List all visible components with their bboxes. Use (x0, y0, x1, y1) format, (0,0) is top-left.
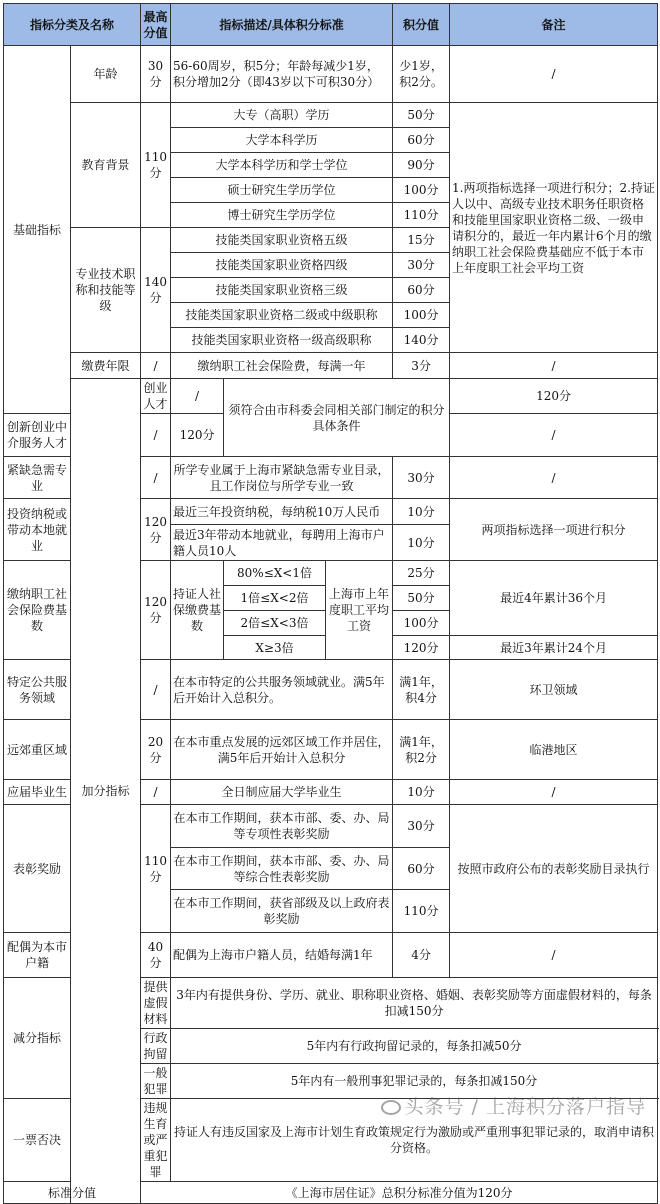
table-row (4, 353, 658, 379)
item-desc: 在本市特定的公共服务领域就业。满5年后开始计入总积分。 (171, 660, 393, 720)
item-name: 特定公共服务领域 (4, 660, 71, 720)
item-desc: 56-60周岁，积5分；年龄每减少1岁，积分增加2分（即43岁以下可积30分） (171, 46, 393, 103)
item-name: 紧缺急需专业 (4, 457, 71, 499)
insure-range: X≥3倍 (224, 636, 326, 660)
item-score: 100分 (393, 178, 450, 203)
item-score: 30分 (393, 457, 450, 499)
item-score: 满1年，积4分 (393, 660, 450, 720)
item-desc: 在本市工作期间，获本市部、委、办、局等综合性表彰奖励 (171, 848, 393, 890)
item-score: 50分 (393, 103, 450, 128)
item-name: 教育背景 (71, 103, 141, 228)
item-note: 临港地区 (450, 720, 658, 780)
item-desc: 大学本科学历和学士学位 (171, 153, 393, 178)
item-name: 创新创业中介服务人才 (4, 414, 71, 457)
item-score: 50分 (393, 586, 450, 611)
item-max: / (141, 780, 171, 805)
item-desc: 技能类国家职业资格一级高级职称 (171, 328, 393, 353)
item-score: 10分 (393, 525, 450, 561)
item-score: 90分 (393, 153, 450, 178)
table-row (4, 46, 658, 103)
item-desc: 5年内有一般刑事犯罪记录的，每条扣减150分 (171, 1064, 658, 1099)
item-max: / (141, 660, 171, 720)
table-row (4, 103, 658, 128)
header-description: 指标描述/具体积分标准 (171, 4, 393, 46)
insure-range: 1倍≤X<2倍 (224, 586, 326, 611)
item-max: 110分 (141, 805, 171, 933)
item-score: 110分 (393, 203, 450, 228)
item-score: 120分 (393, 636, 450, 660)
header-category: 指标分类及名称 (4, 4, 141, 46)
insure-range: 2倍≤X<3倍 (224, 611, 326, 636)
item-max: / (141, 414, 171, 457)
item-desc: 大学本科学历 (171, 128, 393, 153)
insure-range: 80%≤X<1倍 (224, 561, 326, 586)
item-desc: 最近3年带动本地就业，每聘用上海市户籍人员10人 (171, 525, 393, 561)
item-name: 专业技术职称和技能等级 (71, 228, 141, 353)
item-score: 140分 (393, 328, 450, 353)
item-desc: 持证人有违反国家及上海市计划生育政策规定行为激励或严重刑事犯罪记录的，取消申请积分资格。 (171, 1099, 658, 1182)
item-name: 投资纳税或带动本地就业 (4, 499, 71, 561)
item-desc: 缴纳职工社会保险费，每满一年 (171, 353, 393, 379)
item-note: / (450, 780, 658, 805)
item-max: / (171, 379, 224, 414)
item-desc: 全日制应届大学毕业生 (171, 780, 393, 805)
item-note: / (450, 46, 658, 103)
item-name: 缴费年限 (71, 353, 141, 379)
item-note: 最近3年累计24个月 (450, 636, 658, 660)
item-note: / (450, 457, 658, 499)
item-name: 提供虚假材料 (141, 978, 171, 1029)
item-max: / (141, 353, 171, 379)
item-desc: 所学专业属于上海市紧缺急需专业目录，且工作岗位与所学专业一致 (171, 457, 393, 499)
item-score: 30分 (393, 805, 450, 848)
item-score: 10分 (393, 780, 450, 805)
item-desc: 硕士研究生学历学位 (171, 178, 393, 203)
insure-reference: 上海市上年度职工平均工资 (326, 561, 393, 660)
item-desc: 技能类国家职业资格二级或中级职称 (171, 303, 393, 328)
item-max: 20分 (141, 720, 171, 780)
item-name: 应届毕业生 (4, 780, 71, 805)
item-score: 60分 (393, 848, 450, 890)
item-score: 110分 (393, 890, 450, 933)
item-score: 10分 (393, 499, 450, 525)
item-desc: 最近三年投资纳税，每纳税10万人民币 (171, 499, 393, 525)
standard-desc: 《上海市居住证》总积分标准分值为120分 (141, 1182, 658, 1204)
header-score: 积分值 (393, 4, 450, 46)
item-note: 两项指标选择一项进行积分 (450, 499, 658, 561)
item-note: 按照市政府公布的表彰奖励目录执行 (450, 805, 658, 933)
category-basic: 基础指标 (4, 46, 71, 414)
item-max: 40分 (141, 933, 171, 978)
item-score: 3分 (393, 353, 450, 379)
item-name: 配偶为本市户籍 (4, 933, 71, 978)
item-desc: 在本市工作期间，获本市部、委、办、局等专项性表彰奖励 (171, 805, 393, 848)
item-max: 120分 (141, 499, 171, 561)
insure-holder: 持证人社保缴费基数 (171, 561, 224, 660)
item-score: 100分 (393, 303, 450, 328)
table-row (4, 1182, 658, 1204)
item-max: 110分 (141, 103, 171, 228)
item-score: 4分 (393, 933, 450, 978)
watermark (381, 1092, 646, 1119)
eye-icon (381, 1100, 401, 1115)
item-desc: 技能类国家职业资格三级 (171, 278, 393, 303)
item-score: 100分 (393, 611, 450, 636)
item-desc: 技能类国家职业资格五级 (171, 228, 393, 253)
item-score: 120分 (171, 414, 224, 457)
item-note: 1.两项指标选择一项进行积分；2.持证人以中、高级专业技术职务任职资格和技能里国家职业资格二级、一级申请积分的，最近一年内累计6个月的缴纳职工社会保险费基础应不低于本市上年度职工社会平均工资 (450, 103, 658, 353)
item-desc: 大专（高职）学历 (171, 103, 393, 128)
item-note: 环卫领域 (450, 660, 658, 720)
item-note: / (450, 414, 658, 457)
item-name: 缴纳职工社会保险费基数 (4, 561, 71, 660)
category-bonus: 加分指标 (71, 379, 141, 1204)
header-row (4, 4, 658, 46)
item-name: 创业人才 (141, 379, 171, 414)
item-score: 60分 (393, 278, 450, 303)
item-max: / (141, 457, 171, 499)
item-score: 25分 (393, 561, 450, 586)
standard-name: 标准分值 (4, 1182, 141, 1204)
category-deduct: 减分指标 (4, 978, 71, 1099)
item-score: 少1岁，积2分。 (393, 46, 450, 103)
points-table (3, 3, 658, 1204)
item-name: 年龄 (71, 46, 141, 103)
item-max: 120分 (141, 561, 171, 660)
item-name: 行政拘留 (141, 1029, 171, 1064)
item-score: 120分 (450, 379, 658, 414)
item-name: 一般犯罪 (141, 1064, 171, 1099)
item-score: 满1年，积2分 (393, 720, 450, 780)
item-desc: 在本市工作期间，获省部级及以上政府表彰奖励 (171, 890, 393, 933)
item-desc: 须符合由市科委会同相关部门制定的积分具体条件 (224, 379, 450, 457)
category-veto: 一票否决 (4, 1099, 71, 1182)
watermark-text: 头条号 / 上海积分落户指导 (404, 1096, 646, 1118)
item-desc: 在本市重点发展的远郊区域工作并居住，满5年后开始计入总积分 (171, 720, 393, 780)
item-desc: 博士研究生学历学位 (171, 203, 393, 228)
item-note: / (450, 933, 658, 978)
item-name: 违规生育或严重犯罪 (141, 1099, 171, 1182)
item-name: 远郊重区域 (4, 720, 71, 780)
header-note: 备注 (450, 4, 658, 46)
item-name: 表彰奖励 (4, 805, 71, 933)
item-desc: 5年内有行政拘留记录的，每条扣减50分 (171, 1029, 658, 1064)
item-max: 140分 (141, 228, 171, 353)
item-score: 60分 (393, 128, 450, 153)
table-row (4, 379, 658, 414)
item-score: 15分 (393, 228, 450, 253)
item-note: / (450, 353, 658, 379)
item-max: 30分 (141, 46, 171, 103)
item-score: 30分 (393, 253, 450, 278)
item-desc: 配偶为上海市户籍人员，结婚每满1年 (171, 933, 393, 978)
item-desc: 3年内有提供身份、学历、就业、职称职业资格、婚姻、表彰奖励等方面虚假材料的，每条扣减150分 (171, 978, 658, 1029)
item-desc: 技能类国家职业资格四级 (171, 253, 393, 278)
item-note: 最近4年累计36个月 (450, 561, 658, 636)
header-max-score: 最高分值 (141, 4, 171, 46)
